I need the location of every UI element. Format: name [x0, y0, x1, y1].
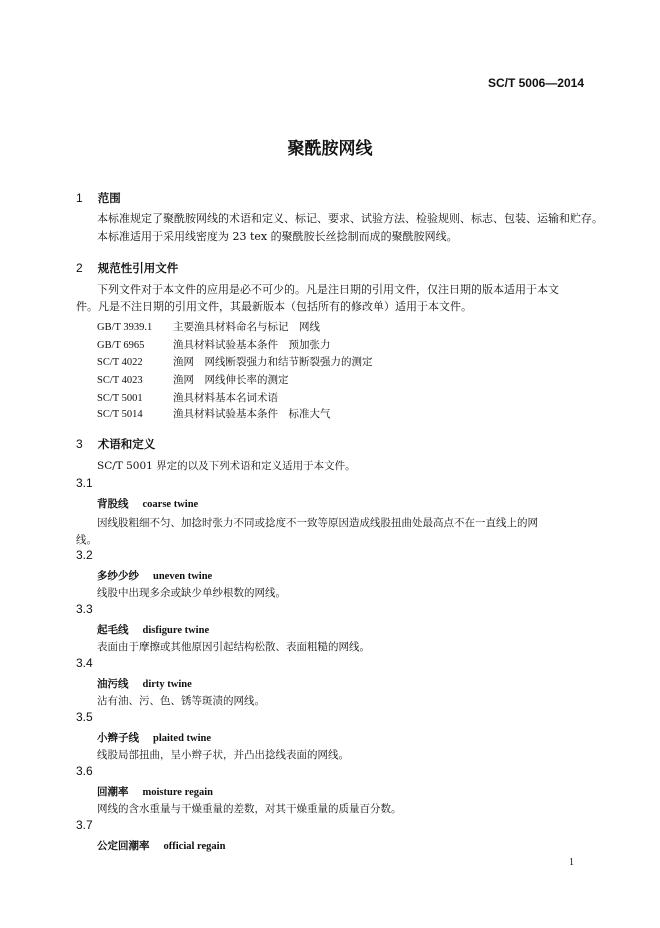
term-heading	[97, 622, 209, 637]
term-heading	[97, 568, 212, 583]
term-chinese: 回潮率	[97, 786, 129, 798]
paragraph: 本标准适用于采用线密度为 23 tex 的聚酰胺长丝捻制而成的聚酰胺网线。	[97, 230, 458, 243]
term-definition: 因线股粗细不匀、加捻时张力不同或捻度不一致等原因造成线股扭曲处最高点不在一直线上的网	[97, 517, 538, 529]
section-title: 规范性引用文件	[97, 261, 179, 275]
term-heading	[97, 496, 198, 511]
page-number: 1	[569, 857, 574, 868]
term-english: dirty twine	[142, 679, 192, 690]
term-heading	[97, 730, 211, 745]
reference-code: GB/T 6965	[97, 340, 145, 351]
reference-code: GB/T 3939.1	[97, 322, 153, 333]
term-english: uneven twine	[153, 571, 213, 582]
term-chinese: 多纱少纱	[97, 570, 139, 582]
term-definition: 线股局部扭曲，呈小辫子状，并凸出捻线表面的网线。	[97, 749, 349, 761]
section-title: 范围	[97, 191, 121, 205]
term-number: 3.5	[76, 710, 93, 724]
paragraph: SC/T 5001 界定的以及下列术语和定义适用于本文件。	[97, 460, 356, 472]
paragraph: 件。凡是不注日期的引用文件，其最新版本（包括所有的修改单）适用于本文件。	[76, 300, 472, 313]
term-heading	[97, 784, 213, 799]
term-english: coarse twine	[142, 499, 199, 510]
reference-code: SC/T 5001	[97, 393, 143, 404]
term-chinese: 公定回潮率	[97, 840, 150, 852]
reference-item	[97, 390, 278, 405]
reference-title: 渔网 网线伸长率的测定	[173, 374, 289, 386]
section-heading	[76, 257, 178, 276]
reference-item	[97, 372, 289, 387]
term-english: plaited twine	[153, 733, 212, 744]
section-number: 2	[76, 261, 83, 275]
term-english: disfigure twine	[142, 625, 210, 636]
reference-title: 渔具材料基本名词术语	[173, 392, 278, 404]
term-number: 3.6	[76, 764, 93, 778]
term-number: 3.1	[76, 476, 93, 490]
standard-code: SC/T 5006—2014	[487, 76, 584, 90]
term-chinese: 起毛线	[97, 624, 129, 636]
term-number: 3.4	[76, 656, 93, 670]
paragraph: 本标准规定了聚酰胺网线的术语和定义、标记、要求、试验方法、检验规则、标志、包装、运输和贮存。	[97, 212, 603, 225]
term-number: 3.2	[76, 548, 93, 562]
reference-item	[97, 319, 320, 334]
reference-item	[97, 337, 331, 352]
reference-code: SC/T 5014	[97, 409, 143, 420]
term-chinese: 小辫子线	[97, 732, 139, 744]
document-title: 聚酰胺网线	[287, 139, 373, 159]
paragraph: 下列文件对于本文件的应用是必不可少的。凡是注日期的引用文件，仅注日期的版本适用于本文	[97, 283, 559, 296]
reference-title: 渔网 网线断裂强力和结节断裂强力的测定	[173, 356, 373, 368]
reference-item	[97, 406, 331, 421]
section-heading	[76, 433, 155, 452]
term-definition: 表面由于摩擦或其他原因引起结构松散、表面粗糙的网线。	[97, 641, 370, 653]
reference-title: 主要渔具材料命名与标记 网线	[173, 321, 320, 333]
section-number: 1	[76, 191, 83, 205]
term-definition: 线股中出现多余或缺少单纱根数的网线。	[97, 587, 286, 599]
term-chinese: 背股线	[97, 498, 129, 510]
term-number: 3.3	[76, 602, 93, 616]
reference-title: 渔具材料试验基本条件 预加张力	[173, 339, 331, 351]
section-heading	[76, 187, 121, 206]
term-english: moisture regain	[142, 787, 213, 798]
term-number: 3.7	[76, 818, 93, 832]
section-title: 术语和定义	[97, 437, 156, 451]
reference-code: SC/T 4023	[97, 375, 143, 386]
reference-code: SC/T 4022	[97, 357, 143, 368]
reference-title: 渔具材料试验基本条件 标准大气	[173, 408, 331, 420]
term-heading	[97, 676, 192, 691]
term-chinese: 油污线	[97, 678, 129, 690]
term-definition: 沾有油、污、色、锈等斑渍的网线。	[97, 695, 265, 707]
reference-item	[97, 354, 373, 369]
term-definition: 网线的含水重量与干燥重量的差数，对其干燥重量的质量百分数。	[97, 803, 402, 815]
section-number: 3	[76, 437, 83, 451]
term-english: official regain	[163, 841, 226, 852]
term-heading	[97, 838, 225, 853]
term-definition-continued: 线。	[76, 534, 97, 546]
